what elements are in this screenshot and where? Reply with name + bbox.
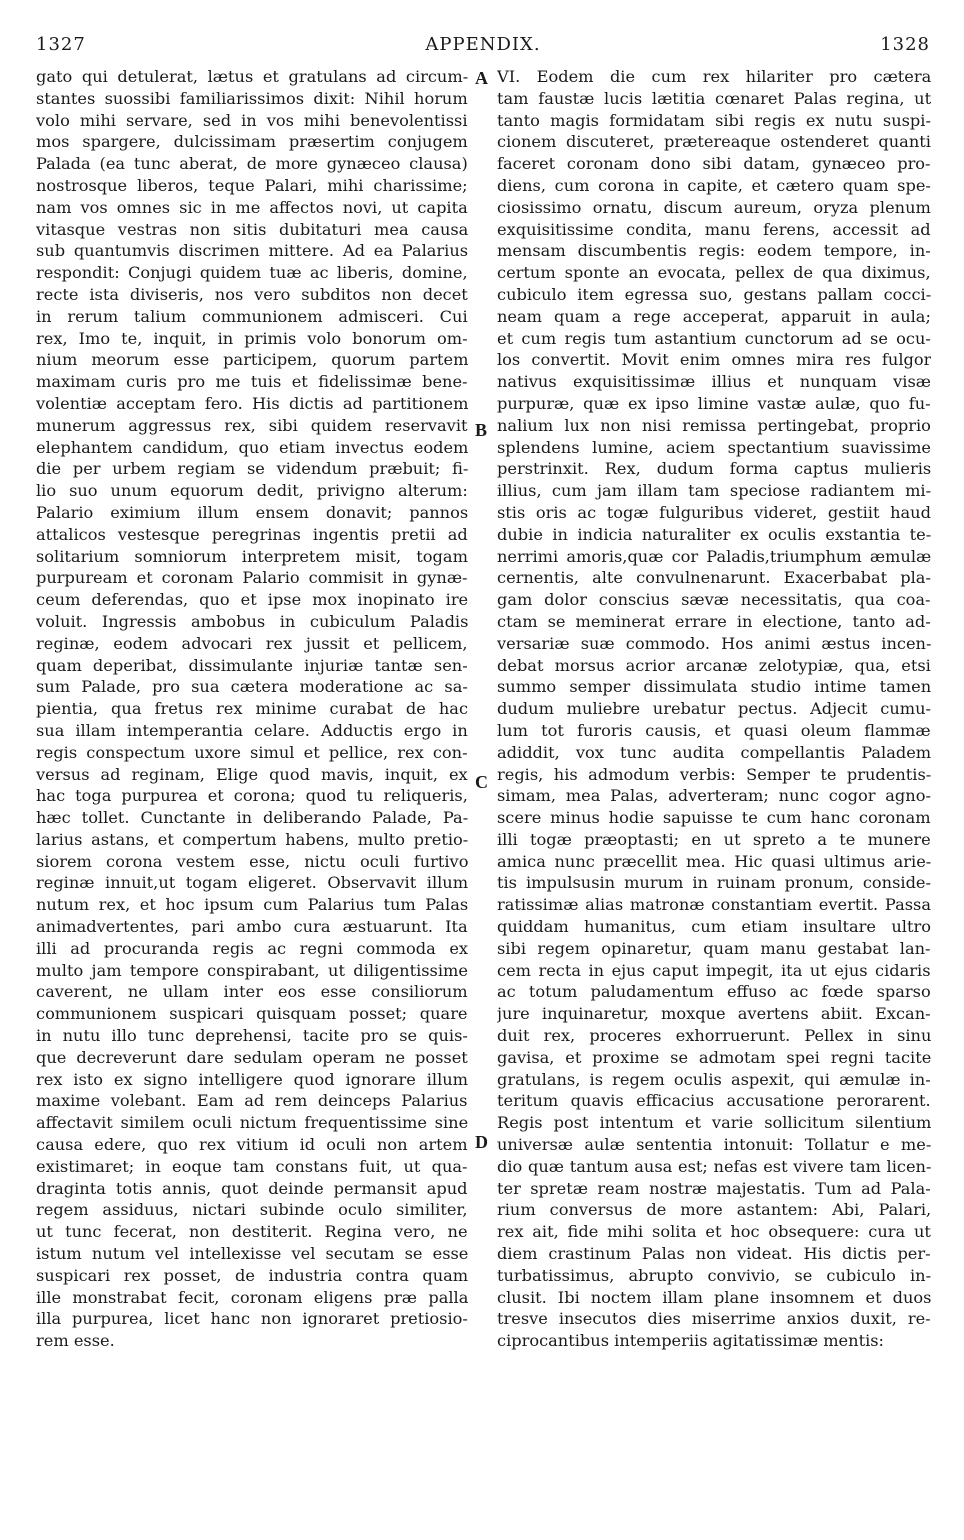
- text-line: cem recta in ejus caput impegit, ita ut ejus cidaris: [497, 960, 931, 980]
- text-line: maximam curis pro me tuis et fidelissimæ bene-: [36, 372, 468, 392]
- text-line: die per urbem regiam se videndum præbuit; fi-: [36, 459, 468, 479]
- text-line: ut tunc fecerat, non destiterit. Regina vero, ne: [36, 1222, 468, 1242]
- text-line: nalium lux non nisi remissa pertingebat, proprio: [497, 415, 931, 435]
- text-line: diem crastinum Palas non videat. His dictis per-: [497, 1244, 931, 1264]
- text-line: ter spretæ ream nostræ majestatis. Tum ad Pala-: [497, 1178, 931, 1198]
- text-line: rex isto ex signo intelligere quod ignorare illum: [36, 1069, 468, 1089]
- text-line: ctam se meminerat errare in electione, tanto ad-: [497, 611, 931, 631]
- text-line: voluit. Ingressis ambobus in cubiculum Paladis: [36, 611, 468, 631]
- text-line: duit rex, proceres exhorruerunt. Pellex in sinu: [497, 1026, 931, 1046]
- text-line: lio suo unum equorum dedit, privigno alterum:: [36, 481, 468, 501]
- text-line: rex ait, fide mihi solita et hoc obsequere: cura ut: [497, 1222, 931, 1242]
- text-line: cubiculo item egressa suo, gestans pallam cocci-: [497, 284, 931, 304]
- text-line: tam faustæ lucis lætitia cœnaret Palas regina, ut: [497, 88, 931, 108]
- text-line: elephantem candidum, quo etiam invectus eodem: [36, 437, 468, 457]
- text-line: VI. Eodem die cum rex hilariter pro cætera: [497, 67, 931, 86]
- section-marker-a: A: [475, 68, 488, 88]
- left-column: [36, 66, 468, 1352]
- right-column: [497, 66, 931, 1352]
- text-line: amica nunc præcellit mea. Hic quasi ultimus arie-: [497, 851, 931, 871]
- text-line: istum nutum vel intellexisse vel secutam se esse: [36, 1244, 468, 1264]
- text-line: certum sponte an evocata, pellex de qua diximus,: [497, 263, 931, 283]
- text-line: existimaret; in eoque tam constans fuit, ut qua-: [36, 1156, 468, 1176]
- text-line: Palario eximium illum ensem donavit; pannos: [36, 502, 468, 522]
- text-line: affectavit similem oculi nictum frequentissime sine: [36, 1113, 468, 1133]
- text-line: sum Palade, pro sua cætera moderatione ac sa-: [36, 677, 468, 697]
- text-line: et cum regis tum astantium cunctorum ad se ocu-: [497, 328, 931, 348]
- text-line: respondit: Conjugi quidem tuæ ac liberis, domine,: [36, 263, 468, 283]
- text-line: sibi regem opinaretur, quam manu gestabat lan-: [497, 938, 931, 958]
- text-line: dio quæ tantum ausa est; nefas est vivere tam licen-: [497, 1156, 931, 1176]
- section-marker-c: C: [475, 772, 488, 792]
- text-line: quam deperibat, dissimulante injuriæ tantæ sen-: [36, 655, 468, 675]
- text-line: exquisitissime condita, manu ferens, accessit ad: [497, 219, 931, 239]
- text-line: hac toga purpurea et corona; quod tu reliqueris,: [36, 786, 468, 806]
- text-line: teritum quavis efficacius accusatione perorarent.: [497, 1091, 931, 1111]
- text-line: purpuræ, quæ ex ipso limine vastæ aulæ, quo fu-: [497, 393, 931, 413]
- text-line: mos spargere, dulcissimam præsertim conjugem: [36, 132, 468, 152]
- section-marker-d: D: [475, 1132, 488, 1152]
- text-line: ciprocantibus intemperiis agitatissimæ mentis:: [497, 1331, 885, 1351]
- text-line: nerrimi amoris,quæ cor Paladis,triumphum æmulæ: [497, 546, 931, 566]
- text-line: rium conversus de more astantem: Abi, Palari,: [497, 1200, 931, 1220]
- text-line: quiddam humanitus, cum etiam insultare ultro: [497, 917, 931, 937]
- text-line: pientia, qua fretus rex minime curabat de hac: [36, 699, 468, 719]
- text-line: stis oris ac togæ fulguribus videret, gestiit haud: [497, 502, 931, 522]
- page-header: [36, 34, 930, 58]
- text-line: recte ista diviseris, nos vero subditos non decet: [36, 284, 468, 304]
- text-line: gavisa, et proxime se admotam spei regni tacite: [497, 1047, 931, 1067]
- text-line: clusit. Ibi noctem illam plane insomnem et duos: [497, 1287, 931, 1307]
- text-line: que decreverunt dare sedulam operam ne posset: [36, 1047, 468, 1067]
- text-line: faceret coronam dono sibi datam, gynæceo pro-: [497, 154, 931, 174]
- text-line: jure inquinaretur, moxque avertens abiit. Excan-: [497, 1004, 931, 1024]
- text-line: gam dolor conscius sævæ necessitatis, qua coa-: [497, 590, 931, 610]
- text-line: ratissimæ alias matronæ constantiam evertit. Passa: [497, 895, 931, 915]
- text-line: nutum rex, et hoc ipsum cum Palarius tum Palas: [36, 895, 468, 915]
- text-line: regis conspectum uxore simul et pellice, rex con-: [36, 742, 468, 762]
- text-line: volo mihi servare, sed in vos mihi benevolentissi: [36, 110, 468, 130]
- text-line: solitarium somniorum interpretem misit, togam: [36, 546, 468, 566]
- text-line: dudum muliebre urebatur pectus. Adjecit cumu-: [497, 699, 931, 719]
- text-line: cionem discuteret, prætereaque ostenderet quanti: [497, 132, 931, 152]
- text-line: in rerum talium communionem admisceri. Cui: [36, 306, 468, 326]
- text-line: debat morsus acrior arcanæ zelotypiæ, qua, etsi: [497, 655, 931, 675]
- text-line: tis impulsusin murum in ruinam pronum, conside-: [497, 873, 931, 893]
- text-line: simam, mea Palas, adverteram; nunc cogor agno-: [497, 786, 931, 806]
- text-line: tresve insecutos dies miserrime anxios duxit, re-: [497, 1309, 931, 1329]
- text-line: vitasque vestras non sitis dubitaturi mea causa: [36, 219, 468, 239]
- text-line: nativus exquisitissimæ illius et nunquam visæ: [497, 372, 931, 392]
- section-marker-b: B: [475, 420, 488, 440]
- text-line: hæc tollet. Cunctante in deliberando Palade, Pa-: [36, 808, 468, 828]
- text-line: rex, Imo te, inquit, in primis volo bonorum om-: [36, 328, 468, 348]
- text-line: splendens lumine, aciem spectantium suavissime: [497, 437, 931, 457]
- text-line: illi ad procuranda regis ac regni commoda ex: [36, 938, 468, 958]
- text-line: larius astans, et compertum habens, multo pretio-: [36, 829, 468, 849]
- text-line: illi togæ præoptasti; en ut spreto a te munere: [497, 829, 931, 849]
- text-line: communionem suspicari quisquam posset; quare: [36, 1004, 468, 1024]
- text-line: purpuream et coronam Palario commisit in gynæ-: [36, 568, 468, 588]
- text-line: illa purpurea, licet hanc non ignoraret pretiosio-: [36, 1309, 468, 1329]
- text-line: siorem corona vestem esse, nictu oculi furtivo: [36, 851, 468, 871]
- text-line: universæ aulæ sententia intonuit: Tollatur e me-: [497, 1135, 931, 1155]
- text-line: dubie in indicia naturaliter ex oculis exstantia te-: [497, 524, 931, 544]
- text-line: ciosissimo ornatu, discum aureum, oryza plenum: [497, 197, 931, 217]
- text-line: animadvertentes, pari ambo cura æstuarunt. Ita: [36, 917, 468, 937]
- text-line: ceum deferendas, quo et ipse mox inopinato ire: [36, 590, 468, 610]
- text-line: multo jam tempore conspirabant, ut diligentissime: [36, 960, 468, 980]
- text-line: reginæ, eodem advocari rex jussit et pellicem,: [36, 633, 468, 653]
- text-line: gato qui detulerat, lætus et gratulans ad circum-: [36, 67, 468, 86]
- text-line: perstrinxit. Rex, dudum forma captus mulieris: [497, 459, 931, 479]
- text-line: sub quantumvis discrimen mittere. Ad ea Palarius: [36, 241, 468, 261]
- text-line: turbatissimus, abrupto convivio, se cubiculo in-: [497, 1265, 931, 1285]
- text-line: in nutu illo tunc deprehensi, tacite pro se quis-: [36, 1026, 468, 1046]
- text-line: draginta totis annis, quot deinde permansit apud: [36, 1178, 468, 1198]
- text-line: illius, cum jam illam tam speciose radiantem mi-: [497, 481, 931, 501]
- text-line: adiddit, vox tunc audita compellantis Paladem: [497, 742, 931, 762]
- text-line: stantes suossibi familiarissimos dixit: Nihil horum: [36, 88, 468, 108]
- text-line: reginæ innuit,ut togam eligeret. Observavit illum: [36, 873, 468, 893]
- text-line: gratulans, is regem oculis aspexit, qui æmulæ in-: [497, 1069, 931, 1089]
- text-line: rem esse.: [36, 1331, 115, 1351]
- text-line: lum tot furoris causis, et quasi oleum flammæ: [497, 720, 931, 740]
- page-number-left: 1327: [36, 34, 86, 55]
- text-line: volentiæ acceptam fero. His dictis ad partitionem: [36, 393, 468, 413]
- text-line: summo semper dissimulata studio intime tamen: [497, 677, 931, 697]
- running-title: APPENDIX.: [425, 34, 541, 55]
- text-line: maxime volebant. Eam ad rem deinceps Palarius: [36, 1091, 468, 1111]
- text-line: scere minus hodie sapuisse te cum hanc coronam: [497, 808, 931, 828]
- text-line: ac totum paludamentum effuso ac fœde sparso: [497, 982, 931, 1002]
- text-line: neam quam a rege acceperat, apparuit in aula;: [497, 306, 931, 326]
- text-line: Palada (ea tunc aberat, de more gynæceo clausa): [36, 154, 468, 174]
- text-line: suspicari rex posset, de industria contra quam: [36, 1265, 468, 1285]
- text-line: tanto magis formidatam sibi regis ex nutu suspi-: [497, 110, 931, 130]
- text-line: nam vos omnes sic in me affectos novi, ut capita: [36, 197, 468, 217]
- text-line: nium meorum esse participem, quorum partem: [36, 350, 468, 370]
- text-line: los convertit. Movit enim omnes mira res fulgor: [497, 350, 931, 370]
- text-line: cernentis, alte convulnenarunt. Exacerbabat pla-: [497, 568, 931, 588]
- text-line: attalicos vestesque peregrinas ingentis pretii ad: [36, 524, 468, 544]
- text-line: mensam discumbentis regis: eodem tempore, in-: [497, 241, 931, 261]
- page-number-right: 1328: [880, 34, 930, 55]
- text-line: ille monstrabat fecit, coronam eligens præ palla: [36, 1287, 468, 1307]
- text-line: caverent, ne ullam inter eos esse consiliorum: [36, 982, 468, 1002]
- text-line: Regis post intentum et varie sollicitum silentium: [497, 1113, 931, 1133]
- text-line: munerum aggressus rex, sibi quidem reservavit: [36, 415, 468, 435]
- text-line: diens, cum corona in capite, et cætero quam spe-: [497, 175, 931, 195]
- text-line: sua illam intemperantia celare. Adductis ergo in: [36, 720, 468, 740]
- text-line: causa edere, quo rex vitium id oculi non artem: [36, 1135, 468, 1155]
- text-line: regis, his admodum verbis: Semper te prudentis-: [497, 764, 931, 784]
- text-line: regem assiduus, nictari subinde oculo similiter,: [36, 1200, 468, 1220]
- text-line: versus ad reginam, Elige quod mavis, inquit, ex: [36, 764, 468, 784]
- text-line: versariæ suæ commodo. Hos animi æstus incen-: [497, 633, 931, 653]
- text-line: nostrosque liberos, teque Palari, mihi charissime;: [36, 175, 468, 195]
